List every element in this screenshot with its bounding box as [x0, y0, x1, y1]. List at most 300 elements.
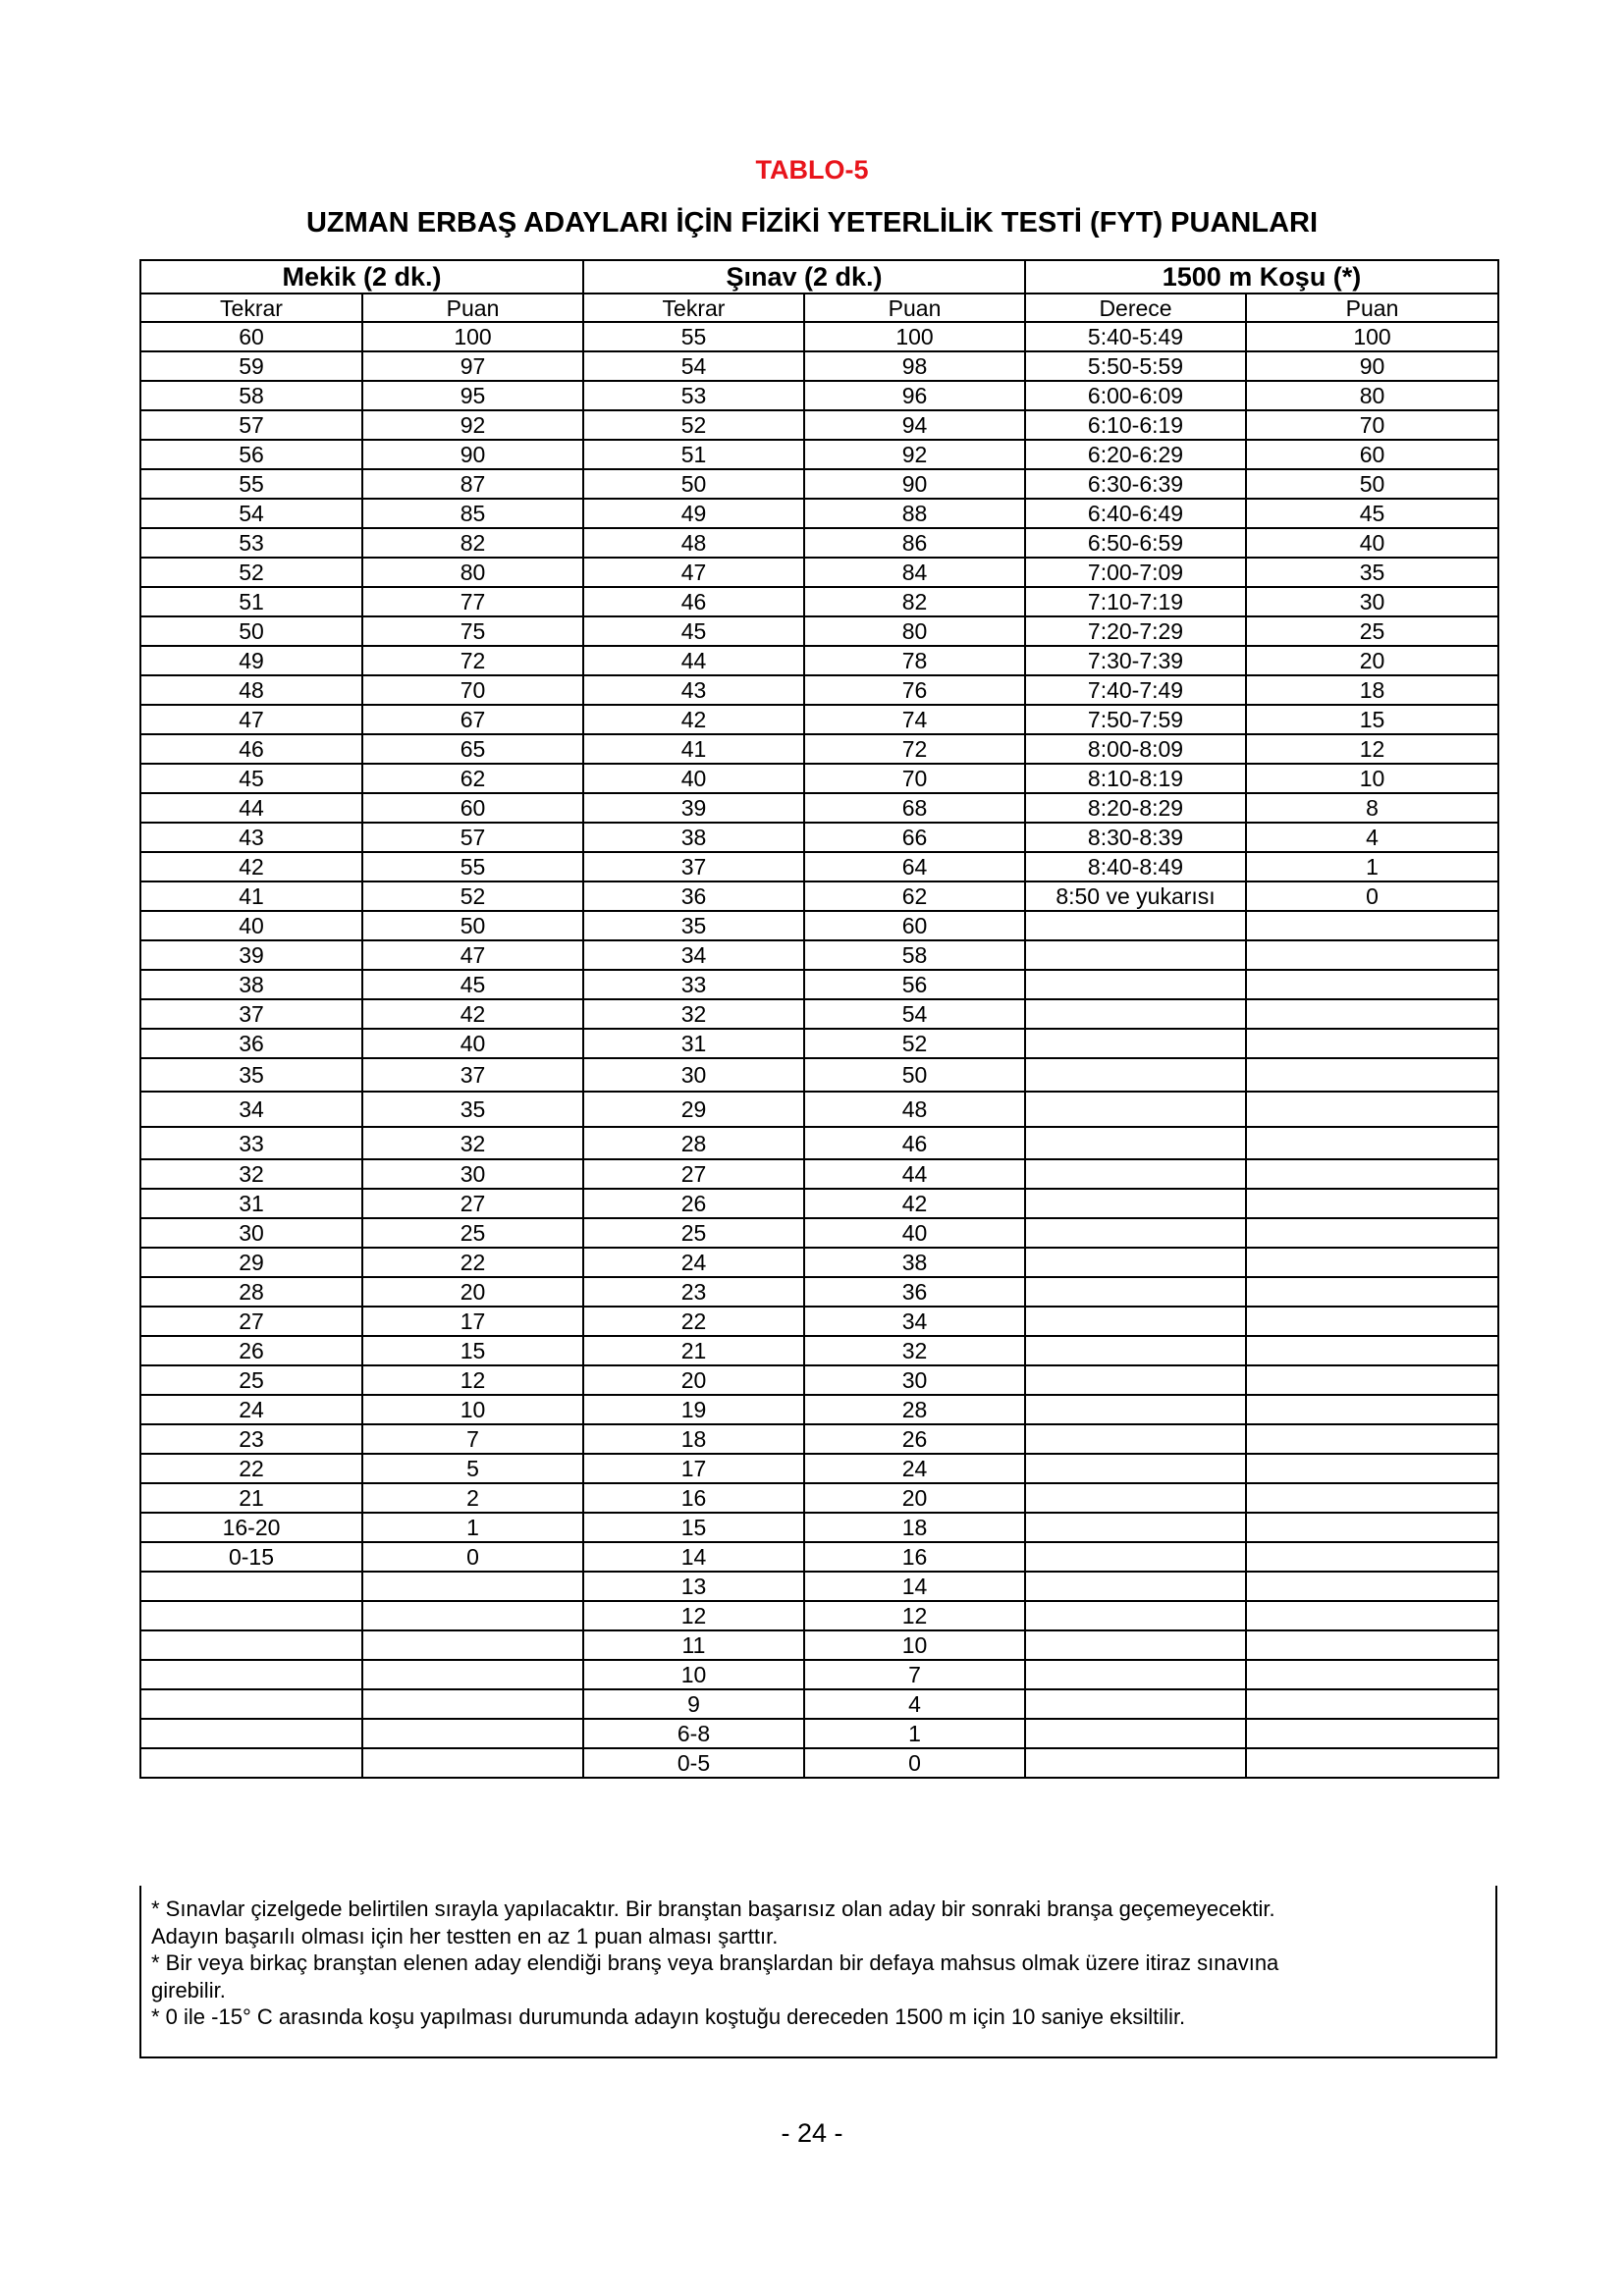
table-row: [140, 351, 1498, 381]
cell-mekik-tekrar: 42: [140, 852, 362, 881]
cell-kosu-derece: [1025, 940, 1246, 970]
table-row: [140, 1572, 1498, 1601]
cell-sinav-tekrar: 26: [583, 1189, 804, 1218]
table-row: [140, 1189, 1498, 1218]
table-row: [140, 1092, 1498, 1127]
cell-kosu-derece: [1025, 1307, 1246, 1336]
table-row: [140, 499, 1498, 528]
cell-sinav-tekrar: 29: [583, 1092, 804, 1127]
cell-mekik-tekrar: 52: [140, 558, 362, 587]
cell-sinav-tekrar: 28: [583, 1127, 804, 1159]
cell-kosu-derece: [1025, 1218, 1246, 1248]
table-row: [140, 911, 1498, 940]
cell-mekik-tekrar: [140, 1572, 362, 1601]
cell-kosu-puan: 10: [1246, 764, 1498, 793]
cell-mekik-tekrar: [140, 1719, 362, 1748]
cell-mekik-puan: [362, 1572, 583, 1601]
cell-mekik-tekrar: [140, 1660, 362, 1689]
table-row: [140, 852, 1498, 881]
cell-mekik-tekrar: [140, 1630, 362, 1660]
cell-sinav-tekrar: 50: [583, 469, 804, 499]
cell-sinav-puan: 64: [804, 852, 1025, 881]
sub-header-row: [140, 294, 1498, 322]
cell-mekik-tekrar: 30: [140, 1218, 362, 1248]
cell-sinav-puan: 58: [804, 940, 1025, 970]
cell-mekik-tekrar: 33: [140, 1127, 362, 1159]
cell-mekik-puan: 22: [362, 1248, 583, 1277]
cell-sinav-tekrar: 17: [583, 1454, 804, 1483]
cell-sinav-puan: 40: [804, 1218, 1025, 1248]
cell-sinav-puan: 68: [804, 793, 1025, 823]
cell-kosu-puan: [1246, 1424, 1498, 1454]
cell-sinav-tekrar: 32: [583, 999, 804, 1029]
cell-sinav-tekrar: 25: [583, 1218, 804, 1248]
cell-mekik-puan: 45: [362, 970, 583, 999]
cell-sinav-puan: 80: [804, 616, 1025, 646]
cell-mekik-tekrar: 43: [140, 823, 362, 852]
cell-kosu-puan: [1246, 1601, 1498, 1630]
cell-sinav-puan: 96: [804, 381, 1025, 410]
cell-sinav-puan: 24: [804, 1454, 1025, 1483]
cell-kosu-puan: 30: [1246, 587, 1498, 616]
cell-kosu-derece: [1025, 1513, 1246, 1542]
cell-kosu-puan: 18: [1246, 675, 1498, 705]
table-row: [140, 1218, 1498, 1248]
cell-sinav-puan: 86: [804, 528, 1025, 558]
cell-sinav-tekrar: 19: [583, 1395, 804, 1424]
cell-sinav-tekrar: 31: [583, 1029, 804, 1058]
cell-kosu-derece: 7:40-7:49: [1025, 675, 1246, 705]
table-row: [140, 616, 1498, 646]
cell-kosu-derece: [1025, 1689, 1246, 1719]
cell-sinav-tekrar: 42: [583, 705, 804, 734]
cell-mekik-puan: 62: [362, 764, 583, 793]
cell-mekik-puan: [362, 1689, 583, 1719]
cell-mekik-puan: 92: [362, 410, 583, 440]
cell-kosu-puan: [1246, 1277, 1498, 1307]
column-header: Tekrar: [583, 294, 804, 322]
cell-sinav-puan: 42: [804, 1189, 1025, 1218]
cell-mekik-puan: 47: [362, 940, 583, 970]
table-row: [140, 793, 1498, 823]
cell-sinav-tekrar: 34: [583, 940, 804, 970]
cell-kosu-puan: [1246, 1513, 1498, 1542]
cell-kosu-puan: [1246, 1127, 1498, 1159]
cell-mekik-tekrar: 51: [140, 587, 362, 616]
cell-sinav-tekrar: 11: [583, 1630, 804, 1660]
table-row: [140, 823, 1498, 852]
cell-kosu-derece: [1025, 1336, 1246, 1365]
cell-mekik-puan: 100: [362, 322, 583, 351]
cell-kosu-derece: [1025, 1601, 1246, 1630]
cell-kosu-puan: [1246, 1572, 1498, 1601]
cell-mekik-puan: 27: [362, 1189, 583, 1218]
cell-kosu-puan: [1246, 1336, 1498, 1365]
cell-kosu-derece: [1025, 1092, 1246, 1127]
cell-sinav-puan: 54: [804, 999, 1025, 1029]
cell-mekik-tekrar: 40: [140, 911, 362, 940]
column-header: Tekrar: [140, 294, 362, 322]
cell-kosu-derece: 7:00-7:09: [1025, 558, 1246, 587]
table-row: [140, 1719, 1498, 1748]
cell-mekik-tekrar: 34: [140, 1092, 362, 1127]
cell-sinav-puan: 72: [804, 734, 1025, 764]
cell-mekik-puan: 7: [362, 1424, 583, 1454]
cell-sinav-puan: 38: [804, 1248, 1025, 1277]
cell-kosu-puan: [1246, 1248, 1498, 1277]
cell-kosu-puan: [1246, 911, 1498, 940]
cell-sinav-puan: 82: [804, 587, 1025, 616]
cell-mekik-tekrar: 55: [140, 469, 362, 499]
table-row: [140, 705, 1498, 734]
table-row: [140, 587, 1498, 616]
cell-mekik-tekrar: 31: [140, 1189, 362, 1218]
cell-mekik-tekrar: [140, 1748, 362, 1778]
page-number: - 24 -: [781, 2118, 843, 2148]
table-row: [140, 1660, 1498, 1689]
cell-mekik-puan: 85: [362, 499, 583, 528]
cell-kosu-derece: 7:30-7:39: [1025, 646, 1246, 675]
table-row: [140, 1542, 1498, 1572]
cell-kosu-derece: [1025, 1719, 1246, 1748]
table-row: [140, 1029, 1498, 1058]
cell-mekik-tekrar: 44: [140, 793, 362, 823]
cell-mekik-tekrar: 60: [140, 322, 362, 351]
cell-mekik-puan: 70: [362, 675, 583, 705]
cell-mekik-puan: [362, 1601, 583, 1630]
table-row: [140, 440, 1498, 469]
cell-mekik-puan: 25: [362, 1218, 583, 1248]
cell-mekik-tekrar: 36: [140, 1029, 362, 1058]
cell-mekik-tekrar: 25: [140, 1365, 362, 1395]
cell-mekik-puan: [362, 1660, 583, 1689]
cell-kosu-derece: [1025, 1542, 1246, 1572]
cell-sinav-tekrar: 38: [583, 823, 804, 852]
cell-mekik-puan: 40: [362, 1029, 583, 1058]
cell-sinav-puan: 62: [804, 881, 1025, 911]
table-row: [140, 1748, 1498, 1778]
cell-mekik-puan: 35: [362, 1092, 583, 1127]
cell-sinav-tekrar: 39: [583, 793, 804, 823]
cell-sinav-tekrar: 53: [583, 381, 804, 410]
cell-kosu-derece: 7:50-7:59: [1025, 705, 1246, 734]
cell-mekik-puan: [362, 1748, 583, 1778]
footnote-line: Adayın başarılı olması için her testten en az 1 puan alması şarttır.: [151, 1923, 779, 1949]
cell-kosu-puan: [1246, 1454, 1498, 1483]
cell-sinav-tekrar: 40: [583, 764, 804, 793]
cell-sinav-puan: 1: [804, 1719, 1025, 1748]
cell-mekik-tekrar: 57: [140, 410, 362, 440]
cell-mekik-tekrar: 49: [140, 646, 362, 675]
cell-mekik-puan: 82: [362, 528, 583, 558]
cell-kosu-puan: 100: [1246, 322, 1498, 351]
cell-kosu-derece: [1025, 1159, 1246, 1189]
cell-sinav-puan: 16: [804, 1542, 1025, 1572]
cell-kosu-puan: [1246, 1483, 1498, 1513]
cell-sinav-tekrar: 46: [583, 587, 804, 616]
cell-kosu-derece: [1025, 1029, 1246, 1058]
cell-mekik-puan: 52: [362, 881, 583, 911]
cell-kosu-puan: 4: [1246, 823, 1498, 852]
cell-kosu-puan: [1246, 999, 1498, 1029]
column-header: Puan: [1246, 294, 1498, 322]
cell-kosu-puan: 0: [1246, 881, 1498, 911]
cell-sinav-tekrar: 18: [583, 1424, 804, 1454]
cell-mekik-puan: 17: [362, 1307, 583, 1336]
cell-sinav-puan: 56: [804, 970, 1025, 999]
cell-mekik-puan: 0: [362, 1542, 583, 1572]
cell-mekik-tekrar: 29: [140, 1248, 362, 1277]
cell-sinav-puan: 4: [804, 1689, 1025, 1719]
cell-sinav-puan: 92: [804, 440, 1025, 469]
cell-sinav-puan: 14: [804, 1572, 1025, 1601]
cell-sinav-puan: 52: [804, 1029, 1025, 1058]
cell-sinav-puan: 12: [804, 1601, 1025, 1630]
cell-kosu-puan: 25: [1246, 616, 1498, 646]
cell-kosu-derece: 6:10-6:19: [1025, 410, 1246, 440]
cell-kosu-derece: [1025, 970, 1246, 999]
cell-kosu-puan: [1246, 1660, 1498, 1689]
column-header: Puan: [362, 294, 583, 322]
cell-kosu-puan: [1246, 1159, 1498, 1189]
cell-kosu-derece: 6:50-6:59: [1025, 528, 1246, 558]
cell-sinav-puan: 36: [804, 1277, 1025, 1307]
cell-sinav-tekrar: 16: [583, 1483, 804, 1513]
cell-sinav-tekrar: 15: [583, 1513, 804, 1542]
table-row: [140, 734, 1498, 764]
cell-kosu-derece: 8:20-8:29: [1025, 793, 1246, 823]
cell-mekik-puan: 12: [362, 1365, 583, 1395]
cell-kosu-derece: 6:20-6:29: [1025, 440, 1246, 469]
cell-sinav-tekrar: 45: [583, 616, 804, 646]
cell-kosu-derece: 8:50 ve yukarısı: [1025, 881, 1246, 911]
cell-kosu-derece: 8:10-8:19: [1025, 764, 1246, 793]
table-row: [140, 675, 1498, 705]
cell-kosu-derece: 5:40-5:49: [1025, 322, 1246, 351]
cell-kosu-puan: 1: [1246, 852, 1498, 881]
cell-sinav-tekrar: 10: [583, 1660, 804, 1689]
table-row: [140, 764, 1498, 793]
cell-sinav-puan: 90: [804, 469, 1025, 499]
cell-kosu-puan: 45: [1246, 499, 1498, 528]
group-header-kosu: 1500 m Koşu (*): [1025, 260, 1498, 294]
cell-sinav-tekrar: 24: [583, 1248, 804, 1277]
cell-kosu-puan: [1246, 1058, 1498, 1092]
footnote-line: * 0 ile -15° C arasında koşu yapılması durumunda adayın koştuğu dereceden 1500 m için 10 saniye eksiltilir.: [151, 2004, 1186, 2029]
column-header: Derece: [1025, 294, 1246, 322]
cell-kosu-derece: [1025, 1483, 1246, 1513]
cell-mekik-puan: 95: [362, 381, 583, 410]
cell-mekik-puan: 80: [362, 558, 583, 587]
cell-sinav-tekrar: 0-5: [583, 1748, 804, 1778]
cell-kosu-derece: [1025, 1660, 1246, 1689]
cell-kosu-puan: [1246, 1748, 1498, 1778]
table-row: [140, 999, 1498, 1029]
cell-kosu-derece: [1025, 1424, 1246, 1454]
cell-kosu-puan: [1246, 1218, 1498, 1248]
cell-sinav-puan: 98: [804, 351, 1025, 381]
cell-mekik-tekrar: 38: [140, 970, 362, 999]
table-row: [140, 1159, 1498, 1189]
cell-mekik-puan: 77: [362, 587, 583, 616]
cell-mekik-tekrar: 47: [140, 705, 362, 734]
table-row: [140, 1395, 1498, 1424]
cell-sinav-puan: 7: [804, 1660, 1025, 1689]
table-row: [140, 1689, 1498, 1719]
cell-mekik-tekrar: 46: [140, 734, 362, 764]
cell-mekik-puan: 30: [362, 1159, 583, 1189]
cell-sinav-tekrar: 51: [583, 440, 804, 469]
cell-kosu-derece: [1025, 1365, 1246, 1395]
cell-mekik-puan: 1: [362, 1513, 583, 1542]
table-row: [140, 940, 1498, 970]
cell-mekik-tekrar: 45: [140, 764, 362, 793]
cell-mekik-puan: 15: [362, 1336, 583, 1365]
cell-mekik-puan: 67: [362, 705, 583, 734]
cell-sinav-tekrar: 20: [583, 1365, 804, 1395]
table-row: [140, 646, 1498, 675]
table-row: [140, 1277, 1498, 1307]
cell-mekik-tekrar: [140, 1601, 362, 1630]
cell-sinav-puan: 20: [804, 1483, 1025, 1513]
cell-sinav-puan: 88: [804, 499, 1025, 528]
cell-kosu-puan: 12: [1246, 734, 1498, 764]
cell-kosu-puan: [1246, 940, 1498, 970]
cell-mekik-puan: 42: [362, 999, 583, 1029]
cell-kosu-puan: [1246, 1542, 1498, 1572]
cell-kosu-puan: 15: [1246, 705, 1498, 734]
cell-mekik-puan: 65: [362, 734, 583, 764]
cell-sinav-tekrar: 12: [583, 1601, 804, 1630]
cell-sinav-puan: 50: [804, 1058, 1025, 1092]
cell-mekik-puan: 72: [362, 646, 583, 675]
column-header: Puan: [804, 294, 1025, 322]
cell-kosu-derece: 5:50-5:59: [1025, 351, 1246, 381]
cell-kosu-derece: [1025, 1248, 1246, 1277]
cell-kosu-derece: 6:00-6:09: [1025, 381, 1246, 410]
cell-kosu-derece: [1025, 1454, 1246, 1483]
cell-mekik-puan: 55: [362, 852, 583, 881]
cell-sinav-tekrar: 36: [583, 881, 804, 911]
cell-sinav-tekrar: 21: [583, 1336, 804, 1365]
cell-kosu-puan: 90: [1246, 351, 1498, 381]
cell-kosu-puan: 20: [1246, 646, 1498, 675]
table-row: [140, 1365, 1498, 1395]
footnotes: [139, 1886, 1497, 2058]
cell-kosu-derece: [1025, 1277, 1246, 1307]
cell-kosu-derece: [1025, 1189, 1246, 1218]
cell-sinav-puan: 48: [804, 1092, 1025, 1127]
cell-kosu-puan: [1246, 1395, 1498, 1424]
table-row: [140, 1483, 1498, 1513]
cell-sinav-puan: 100: [804, 322, 1025, 351]
table-row: [140, 469, 1498, 499]
cell-mekik-puan: 37: [362, 1058, 583, 1092]
cell-mekik-puan: 32: [362, 1127, 583, 1159]
cell-kosu-derece: 7:20-7:29: [1025, 616, 1246, 646]
table-row: [140, 1454, 1498, 1483]
cell-kosu-puan: 35: [1246, 558, 1498, 587]
cell-mekik-puan: 20: [362, 1277, 583, 1307]
footnote-line: girebilir.: [151, 1977, 226, 2002]
cell-sinav-tekrar: 6-8: [583, 1719, 804, 1748]
cell-sinav-tekrar: 27: [583, 1159, 804, 1189]
cell-kosu-derece: [1025, 1058, 1246, 1092]
table-row: [140, 1127, 1498, 1159]
cell-sinav-tekrar: 37: [583, 852, 804, 881]
table-row: [140, 1248, 1498, 1277]
cell-mekik-tekrar: 48: [140, 675, 362, 705]
cell-mekik-puan: [362, 1630, 583, 1660]
cell-kosu-derece: 8:40-8:49: [1025, 852, 1246, 881]
table-row: [140, 1307, 1498, 1336]
cell-mekik-puan: 60: [362, 793, 583, 823]
cell-mekik-tekrar: 58: [140, 381, 362, 410]
cell-sinav-tekrar: 13: [583, 1572, 804, 1601]
cell-sinav-tekrar: 48: [583, 528, 804, 558]
cell-mekik-tekrar: 27: [140, 1307, 362, 1336]
cell-sinav-puan: 28: [804, 1395, 1025, 1424]
cell-kosu-puan: [1246, 1029, 1498, 1058]
cell-kosu-puan: 70: [1246, 410, 1498, 440]
cell-mekik-tekrar: 21: [140, 1483, 362, 1513]
cell-sinav-puan: 32: [804, 1336, 1025, 1365]
table-row: [140, 1630, 1498, 1660]
table-row: [140, 558, 1498, 587]
cell-mekik-puan: 10: [362, 1395, 583, 1424]
cell-kosu-derece: 8:30-8:39: [1025, 823, 1246, 852]
cell-sinav-tekrar: 43: [583, 675, 804, 705]
table-row: [140, 1424, 1498, 1454]
cell-sinav-puan: 44: [804, 1159, 1025, 1189]
cell-mekik-puan: 5: [362, 1454, 583, 1483]
table-body: [140, 322, 1498, 1778]
cell-kosu-derece: [1025, 1395, 1246, 1424]
cell-sinav-tekrar: 49: [583, 499, 804, 528]
cell-mekik-tekrar: 50: [140, 616, 362, 646]
footnote-line: * Bir veya birkaç branştan elenen aday elendiği branş veya branşlardan bir defaya mahsus olmak üzere itiraz sınavına: [151, 1950, 1279, 1975]
table-row: [140, 410, 1498, 440]
cell-kosu-derece: [1025, 1572, 1246, 1601]
cell-sinav-tekrar: 47: [583, 558, 804, 587]
table-label: TABLO-5: [755, 155, 869, 185]
cell-sinav-tekrar: 33: [583, 970, 804, 999]
cell-sinav-puan: 76: [804, 675, 1025, 705]
cell-sinav-puan: 10: [804, 1630, 1025, 1660]
group-header-mekik: Mekik (2 dk.): [140, 260, 583, 294]
cell-sinav-puan: 30: [804, 1365, 1025, 1395]
cell-kosu-puan: [1246, 1689, 1498, 1719]
cell-sinav-tekrar: 22: [583, 1307, 804, 1336]
cell-mekik-puan: 2: [362, 1483, 583, 1513]
cell-kosu-derece: [1025, 1630, 1246, 1660]
cell-sinav-tekrar: 55: [583, 322, 804, 351]
cell-sinav-tekrar: 35: [583, 911, 804, 940]
cell-kosu-puan: 80: [1246, 381, 1498, 410]
cell-mekik-puan: 90: [362, 440, 583, 469]
cell-mekik-tekrar: 28: [140, 1277, 362, 1307]
cell-sinav-tekrar: 54: [583, 351, 804, 381]
cell-mekik-tekrar: 56: [140, 440, 362, 469]
footnote-line: * Sınavlar çizelgede belirtilen sırayla yapılacaktır. Bir branştan başarısız olan aday bir sonraki branşa geçemeyecektir.: [151, 1896, 1275, 1921]
cell-kosu-puan: 50: [1246, 469, 1498, 499]
cell-sinav-tekrar: 52: [583, 410, 804, 440]
cell-mekik-tekrar: 23: [140, 1424, 362, 1454]
cell-kosu-derece: [1025, 999, 1246, 1029]
cell-mekik-puan: 50: [362, 911, 583, 940]
table-row: [140, 322, 1498, 351]
cell-mekik-tekrar: 39: [140, 940, 362, 970]
